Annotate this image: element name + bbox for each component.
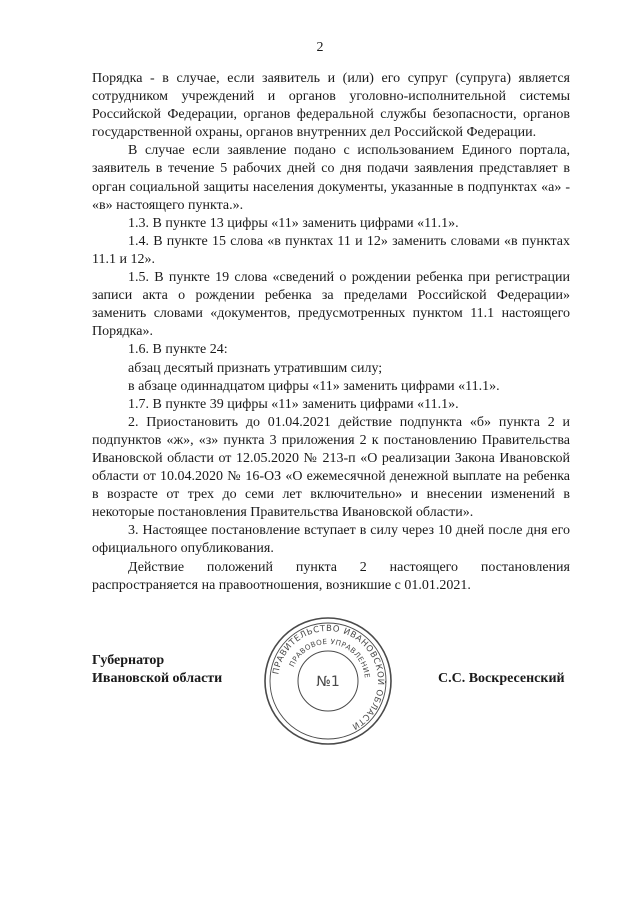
paragraph: Порядка - в случае, если заявитель и (или) его супруг (супруга) является сотрудником учреждений и органов уголовно-исполнительной системы Российской Федерации, органов федеральной службы безопасности, органов государственной охраны, органов внутренних дел Российской Федерации. bbox=[92, 71, 570, 141]
page-number: 2 bbox=[316, 40, 324, 55]
paragraph: 1.4. В пункте 15 слова «в пунктах 11 и 12» заменить словами «в пунктах 11.1 и 12». bbox=[92, 233, 570, 267]
paragraph: 1.7. В пункте 39 цифры «11» заменить цифрами «11.1». bbox=[128, 396, 459, 412]
seal-number: №1 bbox=[316, 674, 340, 690]
signatory-position bbox=[92, 652, 222, 688]
official-seal bbox=[262, 615, 394, 747]
paragraph: 2. Приостановить до 01.04.2021 действие подпункта «б» пункта 2 и подпунктов «ж», «з» пункта 3 приложения 2 к постановлению Правительства Ивановской области от 12.05.2020 № 213-п «О реализации Закона Ивановской области от 10.04.2020 № 16-ОЗ «О ежемесячной денежной выплате на ребенка в возрасте от трех до семи лет включительно» и внесении изменений в некоторые постановления Правительства Ивановской области». bbox=[92, 414, 570, 521]
paragraph: 1.5. В пункте 19 слова «сведений о рождении ребенка при регистрации записи акта о рождении ребенка за пределами Российской Федерации» заменить словами «документов, предусмотренных пунктом 11.1 настоящего Порядка». bbox=[92, 270, 570, 340]
signatory-position-line: Губернатор bbox=[92, 653, 165, 668]
document-body bbox=[92, 70, 570, 595]
signatory-name: С.С. Воскресенский bbox=[438, 671, 565, 686]
signatory-position-line: Ивановской области bbox=[92, 671, 223, 686]
seal-outer-text: ПРАВИТЕЛЬСТВО ИВАНОВСКОЙ ОБЛАСТИ bbox=[271, 623, 386, 732]
paragraph: Действие положений пункта 2 настоящего постановления распространяется на правоотношения, возникшие с 01.01.2021. bbox=[92, 559, 570, 593]
paragraph: абзац десятый признать утратившим силу; bbox=[128, 360, 383, 376]
paragraph: в абзаце одиннадцатом цифры «11» заменить цифрами «11.1». bbox=[128, 378, 500, 394]
seal-inner-text: ПРАВОВОЕ УПРАВЛЕНИЕ bbox=[287, 636, 372, 679]
paragraph: 3. Настоящее постановление вступает в силу через 10 дней после дня его официального опубликования. bbox=[92, 523, 570, 557]
paragraph: 1.6. В пункте 24: bbox=[128, 342, 228, 358]
paragraph: В случае если заявление подано с использованием Единого портала, заявитель в течение 5 рабочих дней со дня подачи заявления представляет в орган социальной защиты населения документы, указанные в подпунктах «а» - «в» настоящего пункта.». bbox=[92, 143, 570, 213]
paragraph: 1.3. В пункте 13 цифры «11» заменить цифрами «11.1». bbox=[128, 215, 459, 231]
